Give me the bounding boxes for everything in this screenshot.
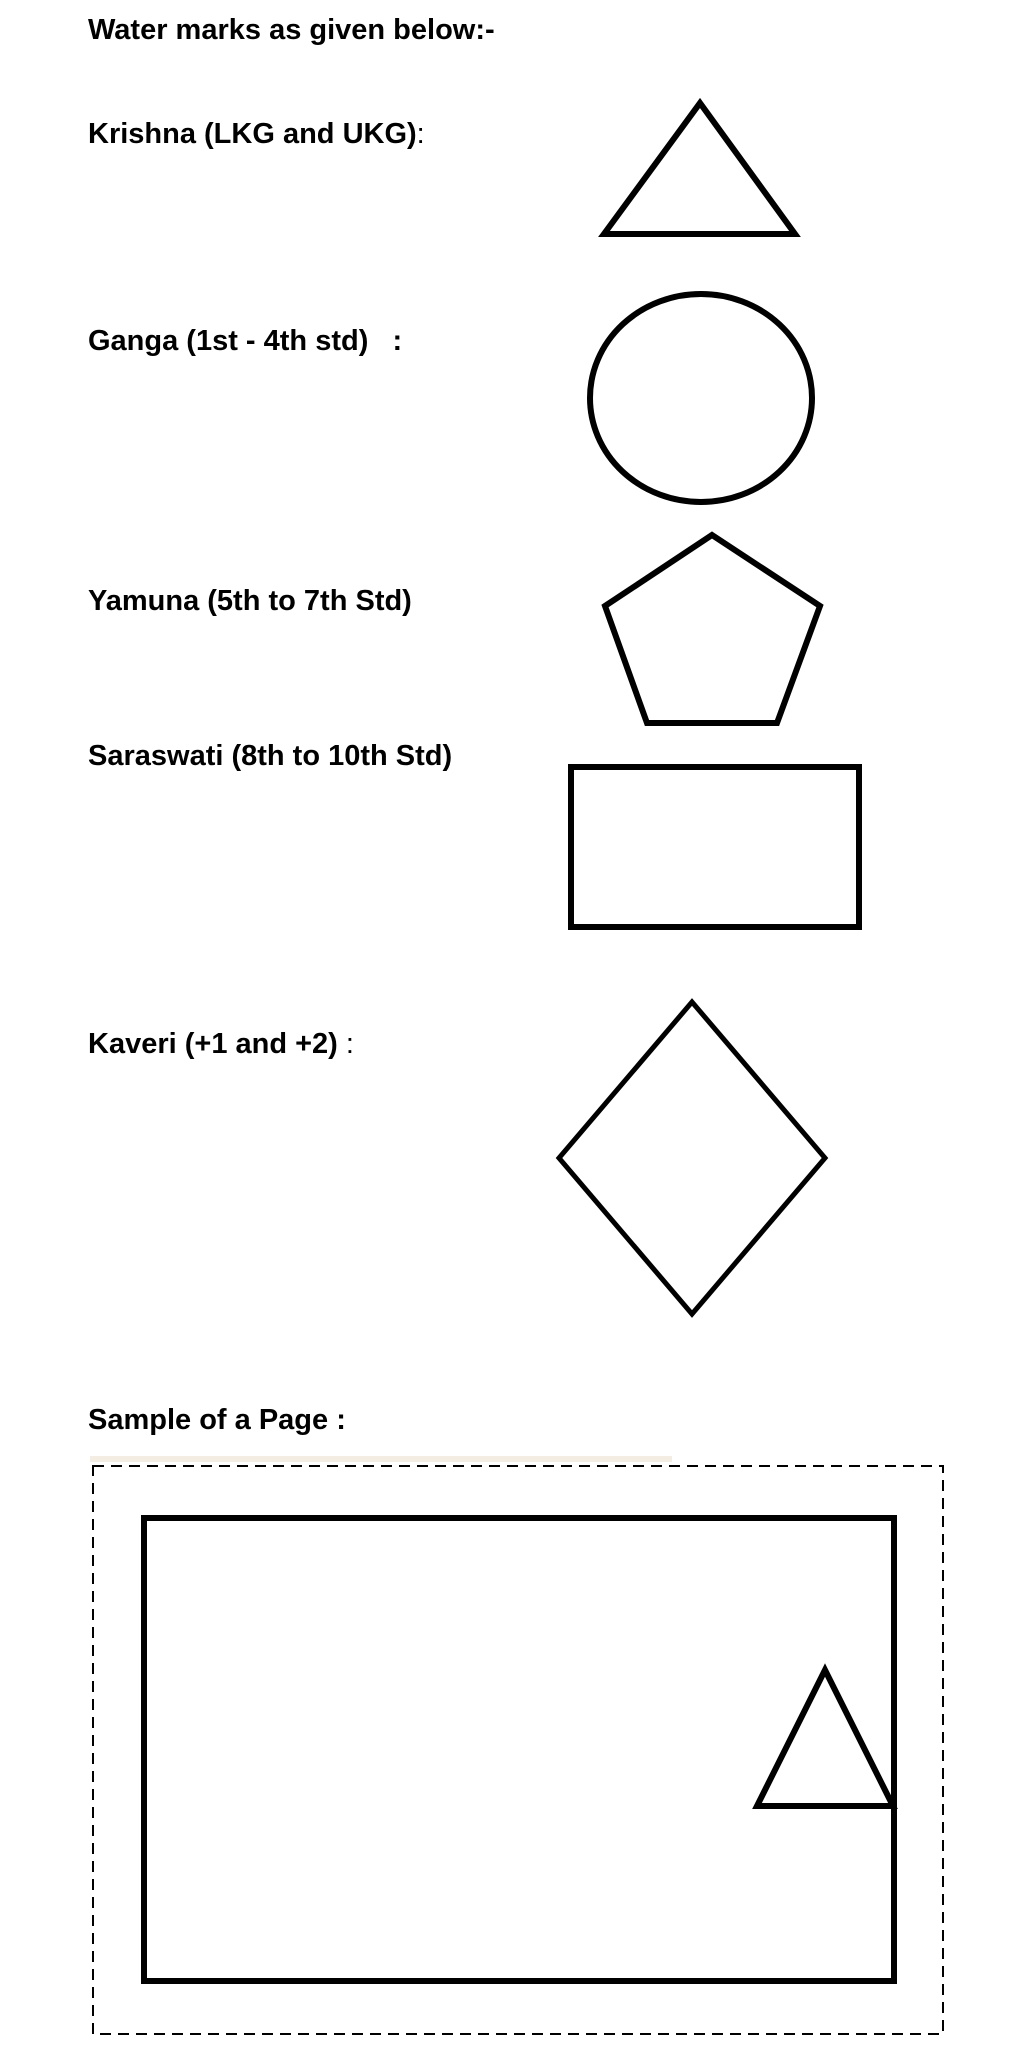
pentagon-shape (605, 535, 820, 723)
saraswati-label: Saraswati (8th to 10th Std) (88, 740, 453, 772)
diamond-shape (559, 1002, 825, 1314)
kaveri-label-text: Kaveri (+1 and +2) (88, 1028, 338, 1060)
yamuna-label: Yamuna (5th to 7th Std) (88, 585, 412, 617)
page-heading: Water marks as given below:- (88, 14, 495, 46)
kaveri-label-colon: : (337, 1028, 354, 1060)
rectangle-shape (571, 767, 859, 927)
circle-shape (590, 294, 812, 502)
krishna-label-text: Krishna (LKG and UKG) (88, 118, 417, 150)
highlight-strip (90, 1456, 672, 1462)
sample-page-inner-border (144, 1518, 894, 1981)
ganga-label: Ganga (1st - 4th std) : (88, 325, 403, 357)
sample-page-dashed-border (93, 1466, 943, 2034)
krishna-label-colon: : (416, 118, 425, 150)
sample-label: Sample of a Page : (88, 1404, 346, 1436)
sample-triangle-marker (757, 1670, 893, 1806)
triangle-shape (604, 103, 795, 234)
